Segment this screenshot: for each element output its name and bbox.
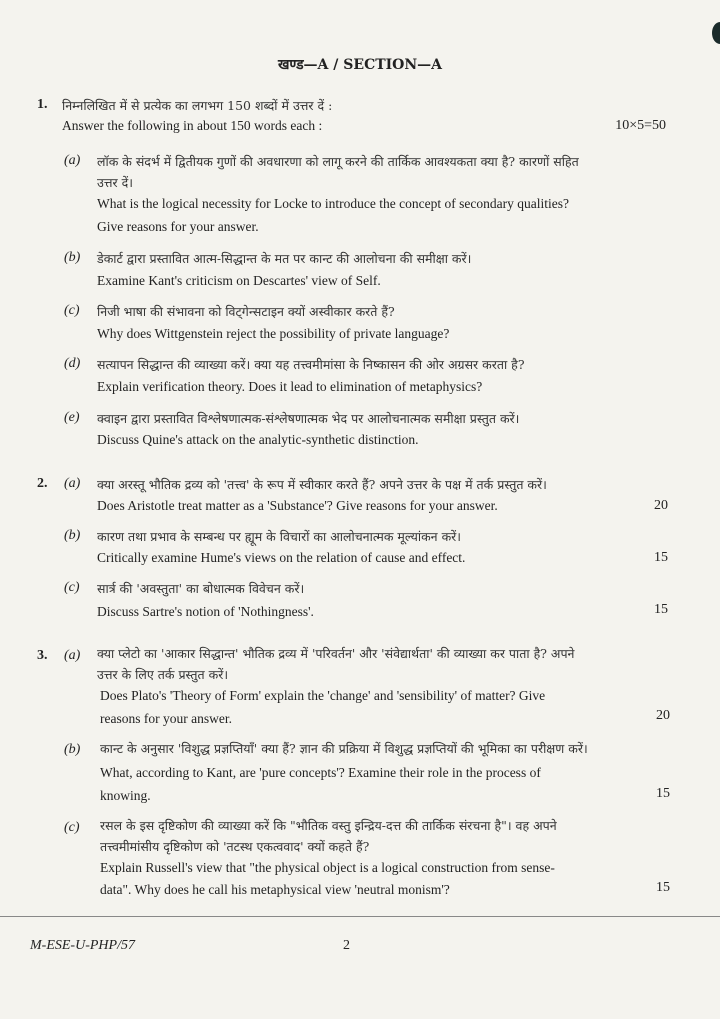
q2c-hindi: सार्त्र की 'अवस्तुता' का बोधात्मक विवेचन करें।: [97, 581, 305, 596]
binder-hole-mark: [712, 22, 720, 44]
q3c-label: (c): [64, 820, 80, 835]
q2a-marks: 20: [654, 498, 668, 513]
page-number: 2: [343, 938, 350, 953]
q3-number: 3.: [37, 648, 48, 663]
q1-marks: 10×5=50: [615, 118, 666, 133]
q3a-hindi-line1: क्या प्लेटो का 'आकार सिद्धान्त' भौतिक द्रव्य में 'परिवर्तन' और 'संवेद्यार्थता' की व्याख्या कर पाता है? अपने: [97, 646, 575, 661]
q2b-hindi: कारण तथा प्रभाव के सम्बन्ध पर ह्यूम के विचारों का आलोचनात्मक मूल्यांकन करें।: [97, 529, 462, 544]
q2c-label: (c): [64, 580, 80, 595]
q2c-english: Discuss Sartre's notion of 'Nothingness'.: [97, 604, 314, 619]
footer-divider: [0, 916, 720, 917]
q3a-marks: 20: [656, 708, 670, 723]
q1b-label: (b): [64, 250, 81, 265]
q3c-hindi-line2: तत्त्वमीमांसीय दृष्टिकोण को 'तटस्थ एकत्ववाद' क्यों कहते हैं?: [100, 839, 370, 854]
q2b-label: (b): [64, 528, 81, 543]
q1e-english: Discuss Quine's attack on the analytic-synthetic distinction.: [97, 432, 419, 447]
q1a-hindi-line1: लॉक के संदर्भ में द्वितीयक गुणों की अवधारणा को लागू करने की तार्किक आवश्यकता क्या है? कारणों सहित: [97, 154, 579, 169]
paper-code: M-ESE-U-PHP/57: [30, 938, 135, 953]
q3b-marks: 15: [656, 786, 670, 801]
q3c-english-line1: Explain Russell's view that "the physical object is a logical construction from sense-: [100, 860, 555, 875]
section-title: खण्ड—A / SECTION—A: [277, 57, 443, 73]
q3b-hindi: कान्ट के अनुसार 'विशुद्ध प्रज्ञप्तियाँ' क्या हैं? ज्ञान की प्रक्रिया में विशुद्ध प्रज्ञप्तियों की भूमिका का परीक्षण करें।: [100, 741, 588, 756]
q3c-marks: 15: [656, 880, 670, 895]
q1a-english-line2: Give reasons for your answer.: [97, 219, 259, 234]
q1a-label: (a): [64, 153, 81, 168]
q1a-hindi-line2: उत्तर दें।: [97, 175, 133, 190]
q3a-label: (a): [64, 648, 81, 663]
q1c-english: Why does Wittgenstein reject the possibility of private language?: [97, 326, 450, 341]
q3b-english-line2: knowing.: [100, 788, 151, 803]
q2a-label: (a): [64, 476, 81, 491]
q1c-hindi: निजी भाषा की संभावना को विट्गेन्सटाइन क्यों अस्वीकार करते हैं?: [97, 304, 395, 319]
q3a-english-line2: reasons for your answer.: [100, 711, 232, 726]
q3c-hindi-line1: रसल के इस दृष्टिकोण की व्याख्या करें कि "भौतिक वस्तु इन्द्रिय-दत्त की तार्किक संरचना है"। वह अपने: [100, 818, 557, 833]
q1-instruction-hindi: निम्नलिखित में से प्रत्येक का लगभग 150 शब्दों में उत्तर दें :: [62, 98, 333, 113]
q1c-label: (c): [64, 303, 80, 318]
q2a-hindi: क्या अरस्तू भौतिक द्रव्य को 'तत्त्व' के रूप में स्वीकार करते हैं? अपने उत्तर के पक्ष में तर्क प्रस्तुत करें।: [97, 477, 547, 492]
q2c-marks: 15: [654, 602, 668, 617]
q1d-label: (d): [64, 356, 81, 371]
q2b-marks: 15: [654, 550, 668, 565]
q1d-english: Explain verification theory. Does it lead to elimination of metaphysics?: [97, 379, 483, 394]
q3a-english-line1: Does Plato's 'Theory of Form' explain the 'change' and 'sensibility' of matter? Give: [100, 688, 546, 703]
q3a-hindi-line2: उत्तर के लिए तर्क प्रस्तुत करें।: [97, 667, 229, 682]
q3b-english-line1: What, according to Kant, are 'pure concepts'? Examine their role in the process of: [100, 765, 541, 780]
q1b-hindi: डेकार्ट द्वारा प्रस्तावित आत्म-सिद्धान्त के मत पर कान्ट की आलोचना की समीक्षा करें।: [97, 251, 472, 266]
q1d-hindi: सत्यापन सिद्धान्त की व्याख्या करें। क्या यह तत्त्वमीमांसा के निष्कासन की ओर अग्रसर करता है?: [97, 357, 525, 372]
q1-number: 1.: [37, 97, 48, 112]
q2b-english: Critically examine Hume's views on the relation of cause and effect.: [97, 550, 466, 565]
q3c-english-line2: data". Why does he call his metaphysical view 'neutral monism'?: [100, 882, 450, 897]
q2a-english: Does Aristotle treat matter as a 'Substance'? Give reasons for your answer.: [97, 498, 498, 513]
q2-number: 2.: [37, 476, 48, 491]
q1a-english-line1: What is the logical necessity for Locke to introduce the concept of secondary qualities?: [97, 196, 569, 211]
q1e-label: (e): [64, 410, 80, 425]
q1b-english: Examine Kant's criticism on Descartes' view of Self.: [97, 273, 381, 288]
q1-instruction-english: Answer the following in about 150 words each :: [62, 118, 323, 133]
q3b-label: (b): [64, 742, 81, 757]
q1e-hindi: क्वाइन द्वारा प्रस्तावित विश्लेषणात्मक-संश्लेषणात्मक भेद पर आलोचनात्मक समीक्षा प्रस्तुत करें।: [97, 411, 520, 426]
